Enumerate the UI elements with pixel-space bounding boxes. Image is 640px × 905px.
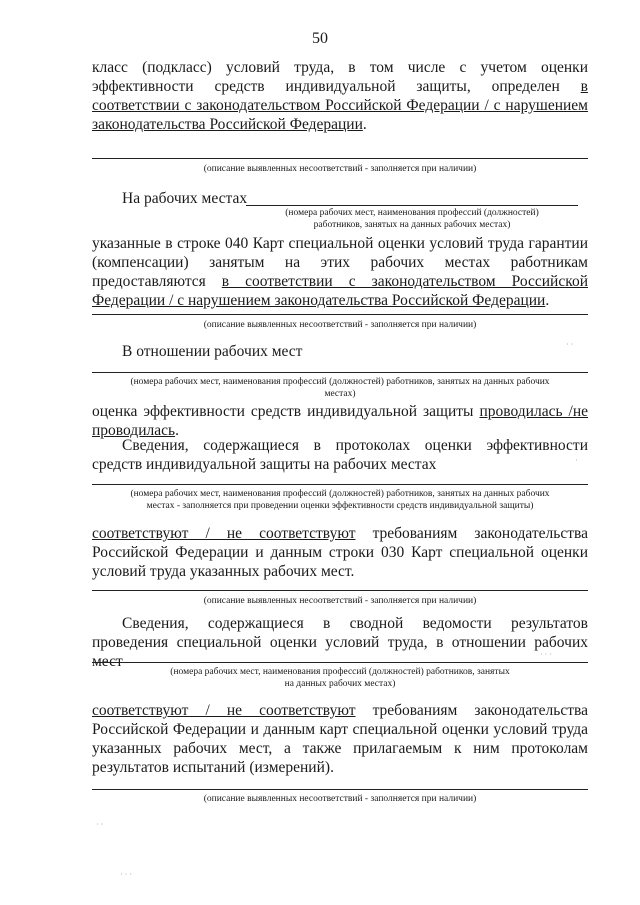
caption-workplaces [92,488,588,512]
lead-text: В отношении рабочих мест [122,343,303,360]
paragraph-compliance [92,701,588,777]
paragraph-tail: . [362,116,367,133]
paragraph-guarantees [92,234,588,310]
caption-line: на данных рабочих местах) [284,679,396,689]
paragraph-text: класс (подкласс) условий труда, в том числе с учетом оценки эффективности средств индивидуальной защиты, определен [92,59,588,95]
caption-line: (номера рабочих мест, наименования профессий (должностей) работников, занятых на данных рабочих [130,489,550,499]
fill-in-line [92,314,588,315]
lead-text: Сведения, содержащиеся в сводной ведомости результатов проведения специальной оценки условий труда, в отношении рабочих мест [92,615,588,670]
caption-nonconformity: (описание выявленных несоответствий - заполняется при наличии) [203,320,477,330]
fill-in-line [92,484,588,485]
fill-in-line [92,372,588,373]
scan-noise: · · [96,820,104,829]
paragraph-compliance [92,524,588,581]
lead-text: Сведения, содержащиеся в протоколах оценки эффективности средств индивидуальной защиты на рабочих местах [92,437,588,473]
paragraph-text: требованиям законодательства Российской Федерации и данным строки 030 Карт специальной оценки условий труда указанных рабочих мест. [92,525,588,580]
paragraph-tail: . [545,292,550,309]
caption-nonconformity: (описание выявленных несоответствий - заполняется при наличии) [203,596,477,606]
fill-in-line [92,789,588,790]
fill-in-line [92,158,588,159]
fill-in-line [246,205,578,206]
caption-nonconformity: (описание выявленных несоответствий - заполняется при наличии) [203,794,477,804]
fill-in-line [92,662,588,663]
page-number: 50 [312,30,328,47]
caption-line: работников, занятых на данных рабочих местах) [313,220,511,230]
lead-text: На рабочих местах [122,190,248,207]
caption-line: (номера рабочих мест, наименования профессий (должностей) работников, занятых на данных рабочих [130,377,550,387]
scan-noise: · · · [540,650,552,659]
scan-noise: · [575,456,578,465]
scan-noise: · · [566,340,574,349]
underlined-option: проводилась /не проводилась [92,403,588,439]
caption-line: местах - заполняется при проведении оценки эффективности средств индивидуальной защиты) [146,501,534,511]
paragraph-text: указанные в строке 040 Карт специальной оценки условий труда гарантии (компенсации) занятым на этих рабочих местах работникам предоставляются [92,235,588,290]
paragraph-lead [92,342,588,361]
fill-in-line [92,590,588,591]
caption-nonconformity: (описание выявленных несоответствий - заполняется при наличии) [203,164,477,174]
underlined-option: в соответствии с законодательством Российской Федерации / с нарушением законодательства Российской Федерации [92,78,588,133]
caption-workplaces [92,376,588,400]
paragraph-text: оценка эффективности средств индивидуальной защиты [92,403,480,420]
paragraph-tail: . [175,422,179,439]
caption-line: местах) [324,389,356,399]
paragraph-class-determination [92,58,588,134]
caption-line: (номера рабочих мест, наименования профессий (должностей) работников, занятых [170,667,510,677]
scan-noise: · · · [120,870,132,879]
caption-workplaces [92,666,588,690]
paragraph-protocols [92,436,588,474]
underlined-option: соответствуют / не соответствуют [92,525,356,542]
underlined-option: в соответствии с законодательством Российской Федерации / с нарушением законодательства Российской Федерации [92,273,588,309]
paragraph-ppe-assessment [92,402,588,440]
caption-workplaces [246,207,578,231]
caption-line: (номера рабочих мест, наименования профессий (должностей) [285,208,539,218]
paragraph-text: требованиям законодательства Российской Федерации и данным карт специальной оценки условий труда указанных рабочих мест, а также прилагаемым к ним протоколам результатов испытаний (измерений). [92,702,588,776]
underlined-option: соответствуют / не соответствуют [92,702,356,719]
